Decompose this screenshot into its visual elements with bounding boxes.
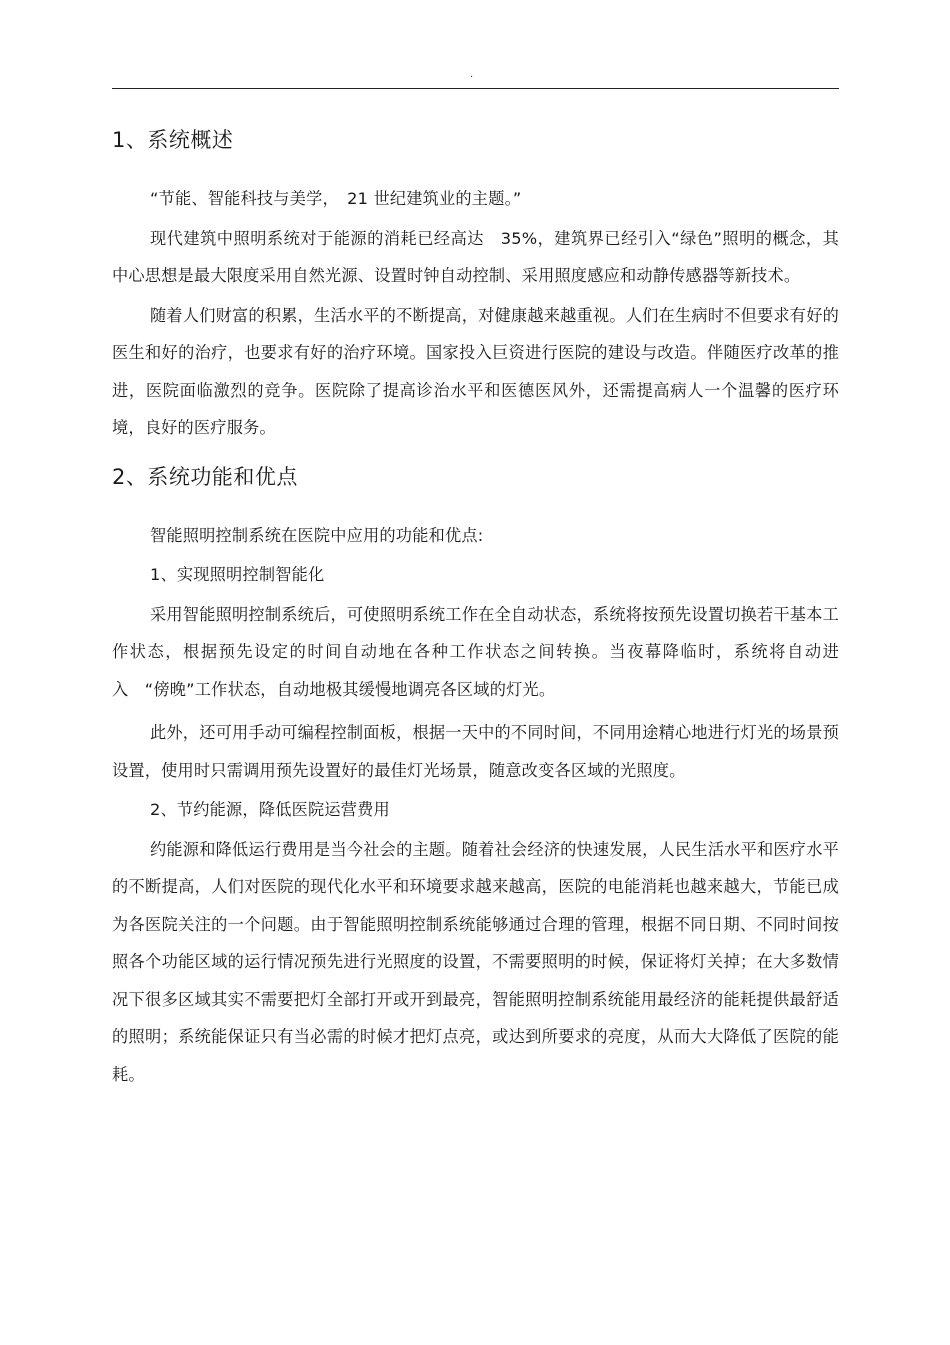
section-1-paragraph-1: “节能、智能科技与美学， 21 世纪建筑业的主题。”	[150, 189, 522, 208]
section-2-intro: 智能照明控制系统在医院中应用的功能和优点:	[150, 525, 484, 545]
document-body	[112, 124, 839, 1095]
subsection-1-heading: 1、实现照明控制智能化	[150, 565, 325, 584]
subsection-2-heading: 2、节约能源，降低医院运营费用	[150, 800, 390, 819]
subsection-1-paragraph-2: 此外，还可用手动可编程控制面板，根据一天中的不同时间，不同用途精心地进行灯光的场景预设置，使用时只需调用预先设置好的最佳灯光场景，随意改变各区域的光照度。	[112, 723, 839, 780]
subsection-2-paragraph-1: 约能源和降低运行费用是当今社会的主题。随着社会经济的快速发展，人民生活水平和医疗水平的不断提高，人们对医院的现代化水平和环境要求越来越高，医院的电能消耗也越来越大，节能已成为各医院关注的一个问题。由于智能照明控制系统能够通过合理的管理，根据不同日期、不同时间按照各个功能区域的运行情况预先进行光照度的设置，不需要照明的时候，保证将灯关掉；在大多数情况下很多区域其实不需要把灯全部打开或开到最亮，智能照明控制系统能用最经济的能耗提供最舒适的照明；系统能保证只有当必需的时候才把灯点亮，或达到所要求的亮度，从而大大降低了医院的能耗。	[112, 839, 839, 1084]
subsection-1-paragraph-1: 采用智能照明控制系统后，可使照明系统工作在全自动状态，系统将按预先设置切换若干基本工作状态，根据预先设定的时间自动地在各种工作状态之间转换。当夜幕降临时，系统将自动进入 “傍晚”工作状态，自动地极其缓慢地调亮各区域的灯光。	[112, 604, 839, 699]
section-2-heading: 2、系统功能和优点	[112, 464, 298, 489]
header-rule	[112, 88, 839, 89]
section-1-paragraph-3: 随着人们财富的积累，生活水平的不断提高，对健康越来越重视。人们在生病时不但要求有好的医生和好的治疗，也要求有好的治疗环境。国家投入巨资进行医院的建设与改造。伴随医疗改革的推进，医院面临激烈的竞争。医院除了提高诊治水平和医德医风外，还需提高病人一个温馨的医疗环境，良好的医疗服务。	[112, 305, 839, 437]
header-mark: .	[470, 69, 474, 80]
section-1-paragraph-2: 现代建筑中照明系统对于能源的消耗已经高达 35%，建筑界已经引入“绿色”照明的概念，其中心思想是最大限度采用自然光源、设置时钟自动控制、采用照度感应和动静传感器等新技术。	[112, 228, 839, 285]
section-1-heading: 1、系统概述	[112, 128, 234, 152]
